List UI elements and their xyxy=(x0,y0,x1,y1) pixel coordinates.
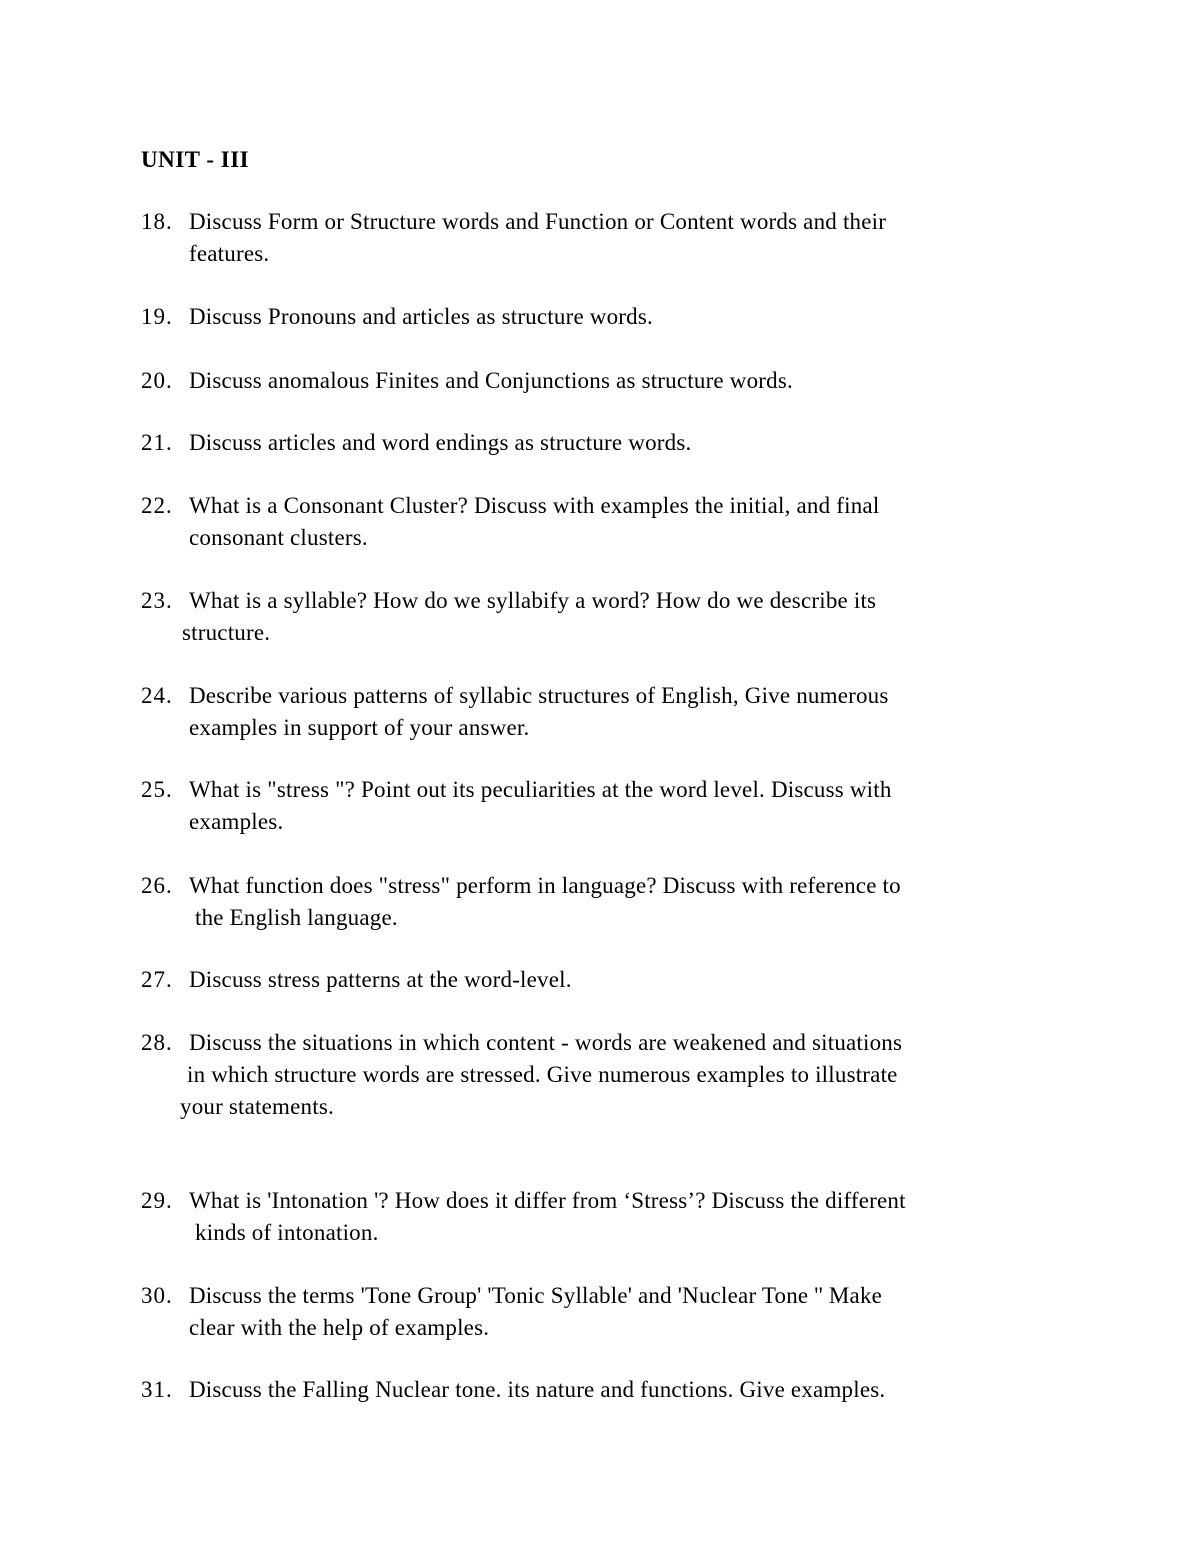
question-line: What is 'Intonation '? How does it differ from ‘Stress’? Discuss the different xyxy=(189,1188,906,1213)
question-number: 28. xyxy=(141,1030,173,1055)
unit-heading: UNIT - III xyxy=(141,147,250,172)
question-line: consonant clusters. xyxy=(189,525,368,550)
question-line: features. xyxy=(189,241,270,266)
question-line: Discuss the Falling Nuclear tone. its nature and functions. Give examples. xyxy=(189,1377,886,1402)
question-line: Discuss anomalous Finites and Conjunctions as structure words. xyxy=(189,368,793,393)
question-line: examples in support of your answer. xyxy=(189,715,530,740)
question-number: 19. xyxy=(141,304,173,329)
question-line: kinds of intonation. xyxy=(195,1220,379,1245)
question-number: 18. xyxy=(141,209,173,234)
question-number: 21. xyxy=(141,430,173,455)
question-line: Discuss Pronouns and articles as structure words. xyxy=(189,304,653,329)
question-line: the English language. xyxy=(195,905,398,930)
question-line: Discuss Form or Structure words and Function or Content words and their xyxy=(189,209,887,234)
question-line: examples. xyxy=(189,809,284,834)
question-number: 20. xyxy=(141,368,173,393)
question-line: Discuss articles and word endings as structure words. xyxy=(189,430,692,455)
question-line: What is a Consonant Cluster? Discuss with examples the initial, and final xyxy=(189,493,880,518)
question-number: 23. xyxy=(141,588,173,613)
question-number: 25. xyxy=(141,777,173,802)
question-line: Discuss the situations in which content - words are weakened and situations xyxy=(189,1030,903,1055)
question-number: 29. xyxy=(141,1188,173,1213)
question-line: Discuss stress patterns at the word-level. xyxy=(189,967,572,992)
question-line: Discuss the terms 'Tone Group' 'Tonic Syllable' and 'Nuclear Tone '' Make xyxy=(189,1283,883,1308)
question-line: in which structure words are stressed. Give numerous examples to illustrate xyxy=(187,1062,898,1087)
question-number: 26. xyxy=(141,873,173,898)
question-number: 31. xyxy=(141,1377,173,1402)
question-line: What function does "stress" perform in language? Discuss with reference to xyxy=(189,873,901,898)
question-line: clear with the help of examples. xyxy=(189,1315,490,1340)
question-line: Describe various patterns of syllabic structures of English, Give numerous xyxy=(189,683,889,708)
question-number: 22. xyxy=(141,493,173,518)
question-line: your statements. xyxy=(180,1094,334,1119)
question-number: 27. xyxy=(141,967,173,992)
question-number: 24. xyxy=(141,683,173,708)
question-line: What is "stress "? Point out its peculiarities at the word level. Discuss with xyxy=(189,777,892,802)
question-line: structure. xyxy=(182,620,271,645)
question-number: 30. xyxy=(141,1283,173,1308)
question-line: What is a syllable? How do we syllabify a word? How do we describe its xyxy=(189,588,877,613)
